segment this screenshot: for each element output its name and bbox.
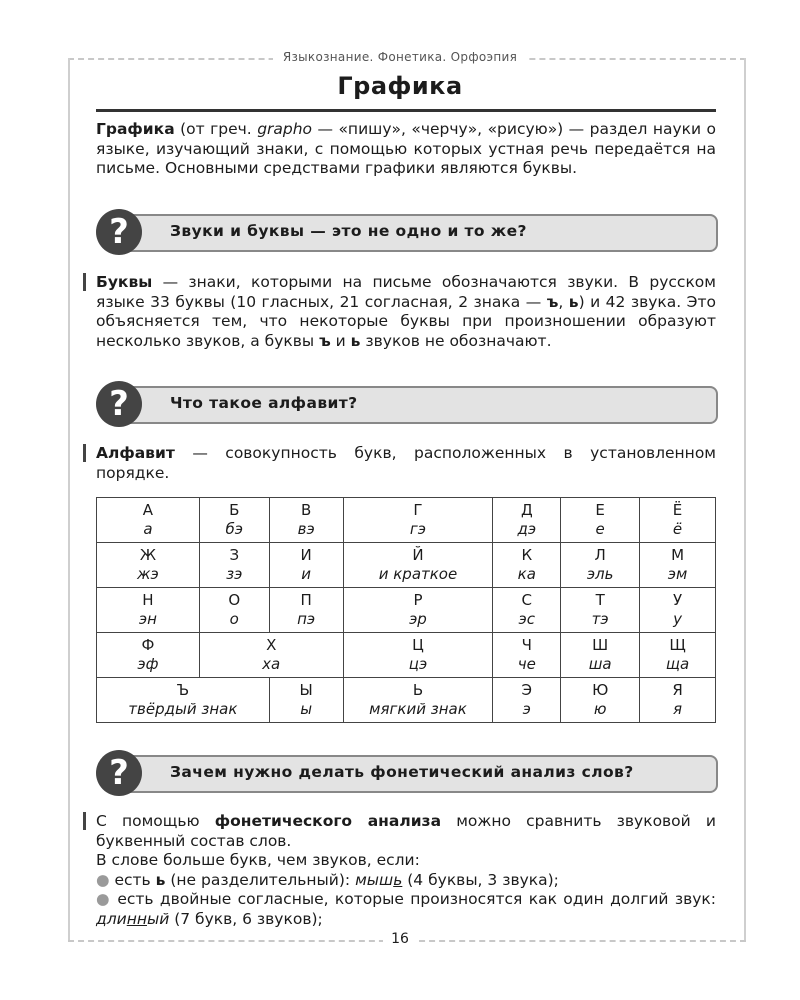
alphabet-cell: П пэ	[269, 588, 343, 633]
alphabet-cell: Э э	[493, 678, 561, 723]
margin-bar	[83, 273, 96, 291]
page-frame-left	[68, 58, 70, 940]
alphabet-cell: Ш ша	[561, 633, 640, 678]
greek-word: grapho	[257, 120, 313, 138]
alphabet-cell: Б бэ	[199, 498, 269, 543]
alphabet-cell: В вэ	[269, 498, 343, 543]
page-frame-right	[744, 58, 746, 940]
alphabet-cell: Ю ю	[561, 678, 640, 723]
bullet-item-1: ● есть ь (не разделительный): мышь (4 буквы, 3 звука);	[96, 870, 559, 889]
intro-text-cont: — «пишу», «черчу», «рисую») — раздел науки о языке, изучающий знаки, с помощью которых устная речь передаётся на письме. Основными средствами графики являются буквы.	[96, 120, 717, 177]
alphabet-cell: Л эль	[561, 543, 640, 588]
alphabet-cell: Щ ща	[640, 633, 716, 678]
bullet-item-2: ● есть двойные согласные, которые произносятся как один долгий звук: длинный (7 букв, 6 звуков);	[96, 890, 716, 928]
alphabet-cell: Р эр	[343, 588, 493, 633]
question-box-1	[96, 209, 718, 255]
alphabet-cell: Ь мягкий знак	[343, 678, 493, 723]
example-word: длинный	[96, 909, 170, 928]
hard-sign: ъ	[319, 331, 331, 350]
analysis-text-cont: можно сравнить звуковой и буквенный состав слов.	[96, 812, 716, 850]
letters-text-end: звуков не обозначают.	[360, 331, 552, 350]
soft-sign: ь	[350, 331, 361, 350]
table-row	[97, 678, 716, 723]
alphabet-cell: М эм	[640, 543, 716, 588]
alphabet-cell: Е е	[561, 498, 640, 543]
alphabet-cell: Й и краткое	[343, 543, 493, 588]
alphabet-cell: Ъ твёрдый знак	[97, 678, 270, 723]
margin-bar	[83, 444, 96, 462]
letters-comma: ,	[558, 292, 569, 311]
intro-paragraph	[96, 120, 716, 179]
alphabet-cell: Н эн	[97, 588, 200, 633]
alphabet-cell: Я я	[640, 678, 716, 723]
alphabet-cell: З зэ	[199, 543, 269, 588]
alphabet-cell: Ы ы	[269, 678, 343, 723]
running-head	[0, 50, 800, 64]
alphabet-cell: К ка	[493, 543, 561, 588]
margin-bar	[83, 812, 96, 830]
bullet-icon: ●	[96, 890, 111, 908]
intro-text: (от греч.	[174, 120, 258, 138]
letters-paragraph	[96, 273, 716, 351]
analysis-term: фонетического анализа	[214, 812, 442, 830]
table-row	[97, 498, 716, 543]
alphabet-cell: Т тэ	[561, 588, 640, 633]
alphabet-cell: А а	[97, 498, 200, 543]
question-box-2	[96, 381, 718, 427]
question-text: Зачем нужно делать фонетический анализ слов?	[170, 763, 634, 781]
analysis-text: С помощью	[96, 812, 215, 830]
analysis-line: В слове больше букв, чем звуков, если:	[96, 851, 420, 869]
alphabet-cell: Ф эф	[97, 633, 200, 678]
alphabet-cell: И и	[269, 543, 343, 588]
alphabet-cell: Ч че	[493, 633, 561, 678]
page-number	[0, 931, 800, 947]
table-row	[97, 633, 716, 678]
letters-and: и	[330, 331, 351, 350]
bullet-icon: ●	[96, 870, 110, 889]
page-title: Графика	[337, 72, 463, 100]
soft-sign: ь	[568, 292, 579, 311]
alphabet-cell: С эс	[493, 588, 561, 633]
alphabet-cell: Ж жэ	[97, 543, 200, 588]
question-mark-icon: ?	[96, 209, 142, 255]
page-number-text: 16	[383, 931, 417, 947]
alphabet-text: — совокупность букв, расположенных в установленном порядке.	[96, 444, 716, 482]
hard-sign: ъ	[546, 292, 559, 311]
example-word: мышь	[355, 870, 403, 889]
alphabet-cell: У у	[640, 588, 716, 633]
alphabet-cell: Ё ё	[640, 498, 716, 543]
alphabet-cell: Г гэ	[343, 498, 493, 543]
question-mark-icon: ?	[96, 381, 142, 427]
alphabet-cell: Ц цэ	[343, 633, 493, 678]
letters-term: Буквы	[96, 273, 153, 291]
title-rule	[96, 109, 716, 112]
alphabet-table	[96, 497, 716, 723]
letters-text: — знаки, которыми на письме обозначаются звуки. В русском языке 33 буквы (10 гласных, 21 согласная, 2 знака —	[96, 273, 716, 311]
question-box-3	[96, 750, 718, 796]
alphabet-cell: Х ха	[199, 633, 343, 678]
table-row	[97, 588, 716, 633]
intro-term: Графика	[96, 120, 175, 138]
table-row	[97, 543, 716, 588]
question-text: Звуки и буквы — это не одно и то же?	[170, 222, 527, 240]
alphabet-term: Алфавит	[96, 444, 175, 462]
analysis-paragraph	[96, 812, 716, 929]
running-head-text: Языкознание. Фонетика. Орфоэпия	[273, 50, 527, 64]
alphabet-cell: Д дэ	[493, 498, 561, 543]
question-text: Что такое алфавит?	[170, 394, 358, 412]
alphabet-cell: О о	[199, 588, 269, 633]
question-mark-icon: ?	[96, 750, 142, 796]
alphabet-paragraph	[96, 444, 716, 483]
letters-text-cont: ) и 42 звука. Это объясняется тем, что некоторые буквы при произношении образуют несколько звуков, а буквы	[96, 292, 716, 350]
